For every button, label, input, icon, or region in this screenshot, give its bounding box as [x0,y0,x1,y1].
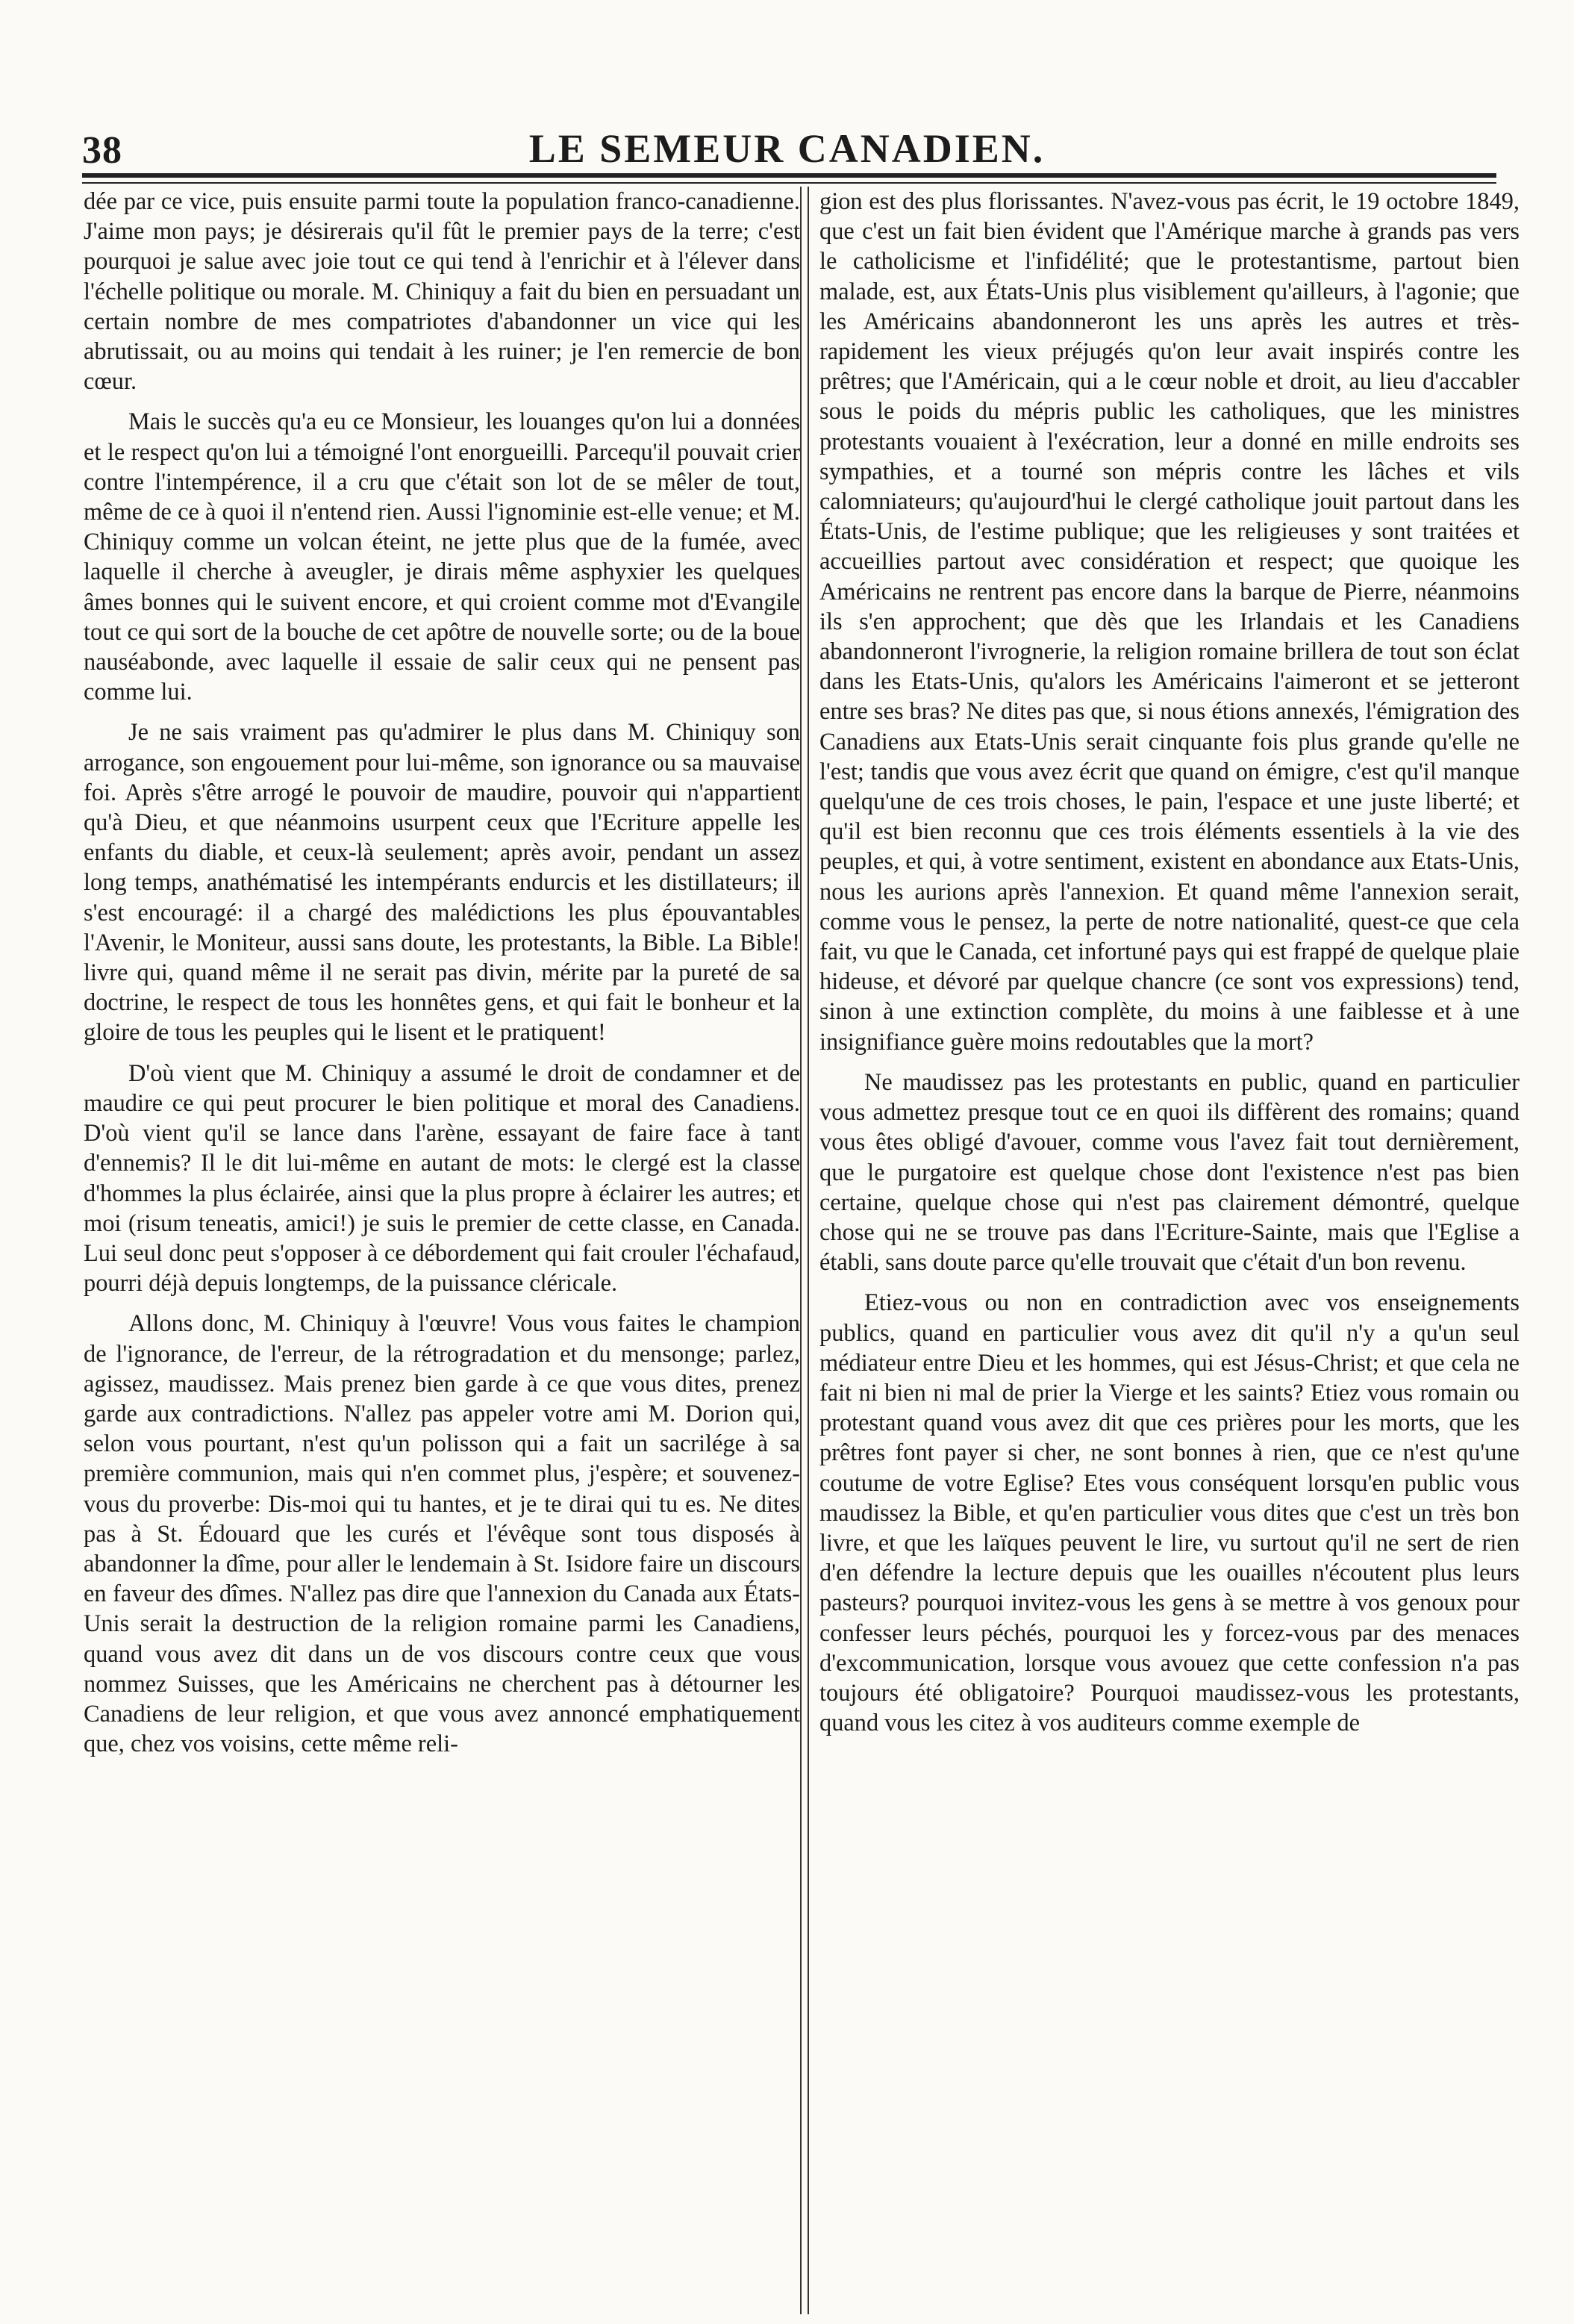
header-rule-thin [82,182,1496,184]
paragraph: dée par ce vice, puis ensuite parmi toute la population franco-canadienne. J'aime mon pays; je désirerais qu'il fût le premier pays de la terre; c'est pourquoi je salue avec joie tout ce qui tend à l'enrichir et à l'élever dans l'échelle politique ou morale. M. Chiniquy a fait du bien en persuadant un certain nombre de mes compatriotes d'abandonner un vice qui les abrutissait, ou au moins qui tendait à les ruiner; je l'en remercie de bon cœur. [84,188,800,396]
column-divider [800,187,802,2314]
left-column [84,187,800,1759]
header-rule-thick [82,173,1496,178]
paragraph: Allons donc, M. Chiniquy à l'œuvre! Vous vous faites le champion de l'ignorance, de l'erreur, de la rétrogradation et du mensonge; parlez, agissez, maudissez. Mais prenez bien garde à ce que vous dites, prenez garde aux contradictions. N'allez pas appeler votre ami M. Dorion qui, selon vous pourtant, n'est qu'un polisson qui a fait un sacrilége à sa première communion, mais qui n'en commet plus, j'espère; et souvenez-vous du proverbe: Dis-moi qui tu hantes, et je te dirai qui tu es. Ne dites pas à St. Édouard que les curés et l'évêque sont tous disposés à abandonner la dîme, pour aller le lendemain à St. Isidore faire un discours en faveur des dîmes. N'allez pas dire que l'annexion du Canada aux États-Unis serait la destruction de la religion romaine parmi les Canadiens, quand vous avez dit dans un de vos discours contre ceux que vous nommez Suisses, que les Américains ne cherchent pas à détourner les Canadiens de leur religion, et que vous avez annoncé emphatiquement que, chez vos voisins, cette même reli- [84,1310,800,1758]
paragraph: Etiez-vous ou non en contradiction avec vos enseignements publics, quand en particulier vous avez dit qu'il n'y a qu'un seul médiateur entre Dieu et les hommes, qui est Jésus-Christ; et que cela ne fait ni bien ni mal de prier la Vierge et les saints? Etiez vous romain ou protestant quand vous avez dit que ces prières pour les morts, que les prêtres font payer si cher, ne sont bonnes à rien, que ce n'est qu'une coutume de votre Eglise? Etes vous conséquent lorsqu'en public vous maudissez la Bible, et qu'en particulier vous dites que c'est un très bon livre, et que les laïques peuvent le lire, vu surtout qu'il ne sert de rien d'en défendre la lecture depuis que les ouailles n'écoutent plus leurs pasteurs? pourquoi invitez-vous les gens à se mettre à vos genoux pour confesser leurs péchés, pourquoi les y forcez-vous par des menaces d'excommunication, lorsque vous avouez que cette confession n'a pas toujours été obligatoire? Pourquoi maudissez-vous les protestants, quand vous les citez à vos auditeurs comme exemple de [819,1289,1520,1737]
page-title: LE SEMEUR CANADIEN. [528,126,1046,171]
paragraph: D'où vient que M. Chiniquy a assumé le droit de condamner et de maudire ce qui peut procurer le bien politique et moral des Canadiens. D'où vient qu'il se lance dans l'arène, essayant de faire face à tant d'ennemis? Il le dit lui-même en autant de mots: le clergé est la classe d'hommes la plus éclairée, ainsi que la plus propre à éclairer les autres; et moi (risum teneatis, amici!) je suis le premier de cette classe, en Canada. Lui seul donc peut s'opposer à ce débordement qui fait crouler l'échafaud, pourri déjà depuis longtemps, de la puissance cléricale. [84,1059,800,1297]
column-divider [808,187,809,2314]
right-column [819,187,1520,1738]
paragraph: Mais le succès qu'a eu ce Monsieur, les louanges qu'on lui a données et le respect qu'on lui a témoigné l'ont enorgueilli. Parcequ'il pouvait crier contre l'intempérence, il a cru que c'était son lot de se mêler de tout, même de ce à quoi il n'entend rien. Aussi l'ignominie est-elle venue; et M. Chiniquy comme un volcan éteint, ne jette plus que de la fumée, avec laquelle il cherche à aveugler, je dirais même asphyxier les quelques âmes bonnes qui le suivent encore, et qui croient comme mot d'Evangile tout ce qui sort de la bouche de cet apôtre de nouvelle sorte; ou de la boue nauséabonde, avec laquelle il essaie de salir ceux qui ne pensent pas comme lui. [84,408,800,706]
paragraph: Ne maudissez pas les protestants en public, quand en particulier vous admettez presque tout ce en quoi ils diffèrent des romains; quand vous êtes obligé d'avouer, comme vous l'avez fait tout dernièrement, que le purgatoire est quelque chose dont l'existence n'est pas bien certaine, quelque chose qui n'est pas clairement démontré, quelque chose qui ne se trouve pas dans l'Ecriture-Sainte, mais que l'Eglise a établi, sans doute parce qu'elle trouvait que c'était d'un bon revenu. [819,1068,1520,1277]
paragraph: gion est des plus florissantes. N'avez-vous pas écrit, le 19 octobre 1849, que c'est un fait bien évident que l'Amérique marche à grands pas vers le catholicisme et l'infidélité; que le protestantisme, partout bien malade, est, aux États-Unis plus visiblement qu'ailleurs, à l'agonie; que les Américains abandonneront les uns après les autres et très-rapidement les vieux préjugés qu'on leur avait inspirés contre les prêtres; que l'Américain, qui a le cœur noble et droit, au lieu d'accabler sous le poids du mépris public les catholiques, que les ministres protestants vouaient à l'exécration, leur a donné en mille endroits ses sympathies, et a tourné son mépris contre les lâches et vils calomniateurs; qu'aujourd'hui le clergé catholique jouit partout dans les États-Unis, de l'estime publique; que les religieuses y sont traitées et accueillies partout avec considération et respect; que quoique les Américains ne rentrent pas encore dans la barque de Pierre, néanmoins ils s'en approchent; que dès que les Irlandais et les Canadiens abandonneront l'ivrognerie, la religion romaine brillera de tout son éclat dans les Etats-Unis, qu'alors les Américains l'aimeront et se jetteront entre ses bras? Ne dites pas que, si nous étions annexés, l'émigration des Canadiens aux Etats-Unis serait cinquante fois plus grande qu'elle ne l'est; tandis que vous avez écrit que quand on émigre, c'est qu'il manque quelqu'une de ces trois choses, le pain, l'espace et une juste liberté; et qu'il est bien reconnu que ces trois éléments essentiels à la vie des peuples, et qui, à votre sentiment, existent en abondance aux Etats-Unis, nous les aurions après l'annexion. Et quand même l'annexion serait, comme vous le pensez, la perte de notre nationalité, quest-ce que cela fait, vu que le Canada, cet infortuné pays qui est frappé de quelque plaie hideuse, et dévoré par quelque chancre (ce sont vos expressions) tend, sinon à une extinction complète, du moins à une faiblesse et à une insignifiance guère moins redoutables que la mort? [819,188,1520,1056]
page-number: 38 [82,129,122,172]
paragraph: Je ne sais vraiment pas qu'admirer le plus dans M. Chiniquy son arrogance, son engouement pour lui-même, son ignorance ou sa mauvaise foi. Après s'être arrogé le pouvoir de maudire, pouvoir qui n'appartient qu'à Dieu, et que néanmoins usurpent ceux que l'Ecriture appelle les enfants du diable, et ceux-là seulement; après avoir, pendant un assez long temps, anathématisé les intempérants endurcis et les distillateurs; il s'est encouragé: il a chargé des malédictions les plus épouvantables l'Avenir, le Moniteur, aussi sans doute, les protestants, la Bible. La Bible! livre qui, quand même il ne serait pas divin, mérite par la pureté de sa doctrine, le respect de tous les honnêtes gens, et qui fait le bonheur et la gloire de tous les peuples qui le lisent et le pratiquent! [84,719,800,1047]
